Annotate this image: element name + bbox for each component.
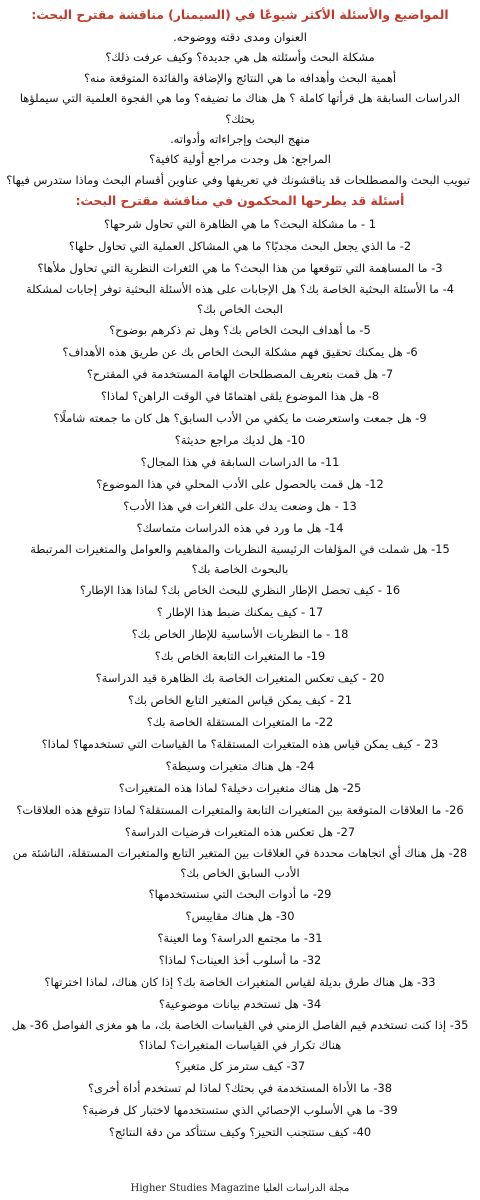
question-item: 12- هل قمت بالحصول على الأدب المحلي في هذا الموضوع؟: [96, 477, 384, 492]
question-item: 4- ما الأسئلة البحثية الخاصة بك؟ هل الإجابات على هذه الأسئلة البحثية توفر إجابات لمشكلة البحث الخاص بك؟: [26, 282, 454, 317]
question-item: 3- ما المساهمة التي تتوقعها من هذا البحث؟ ما هي الثغرات النظرية التي تحاول ملأها؟: [37, 261, 443, 276]
question-item: 10- هل لديك مراجع حديثة؟: [174, 433, 306, 448]
question-item: 23 - كيف يمكن قياس هذه المتغيرات المستقلة؟ ما القياسات التي تستخدمها؟ لماذا؟: [41, 737, 439, 752]
question-item: 1 - ما مشكلة البحث؟ ما هي الظاهرة التي تحاول شرحها؟: [104, 217, 376, 232]
question-item: 21 - كيف يمكن قياس المتغير التابع الخاص بك؟: [128, 693, 352, 708]
topic-previous-studies: الدراسات السابقة هل قرأتها كاملة ؟ هل هناك ما تضيفه؟ وما هي الفجوة العلمية التي سيملؤها بحثك؟: [19, 91, 461, 126]
question-item: 39- ما هي الأسلوب الإحصائي الذي ستستخدمها لاختبار كل فرضية؟: [82, 1103, 398, 1118]
question-item: 27- هل تعكس هذه المتغيرات فرضيات الدراسة؟: [124, 825, 356, 840]
questions-list: [10, 213, 470, 1143]
topic-methodology: منهج البحث وإجراءاته وأدواته.: [170, 132, 310, 147]
question-item: 17 - كيف يمكنك ضبط هذا الإطار ؟: [156, 605, 324, 620]
question-item: 14- هل ما ورد في هذه الدراسات متماسك؟: [136, 521, 344, 536]
common-topics-heading: المواضيع والأسئلة الأكثر شيوعًا في (السيمنار) مناقشة مقترح البحث:: [31, 8, 449, 22]
question-item: 38- ما الأداة المستخدمة في بحثك؟ لماذا لم تستخدم أداة أخرى؟: [88, 1081, 392, 1096]
question-item: 30- هل هناك مقاييس؟: [185, 909, 295, 924]
magazine-footer: مجلة الدراسات العليا Higher Studies Magazine: [130, 1183, 350, 1194]
reviewer-questions-heading: أسئلة قد يطرحها المحكمون في مناقشة مقترح البحث:: [75, 194, 405, 209]
question-item: 20 - كيف تعكس المتغيرات الخاصة بك الظاهرة قيد الدراسة؟: [95, 671, 385, 686]
question-item: 19- ما المتغيرات التابعة الخاص بك؟: [154, 649, 326, 664]
question-item: 25- هل هناك متغيرات دخيلة؟ لماذا هذه المتغيرات؟: [118, 781, 362, 796]
question-item: 2- ما الذي يجعل البحث مجديًا؟ ما هي المشاكل العملية التي تحاول حلها؟: [68, 239, 412, 254]
question-item: 16 - كيف تحصل الإطار النظري للبحث الخاص بك؟ لماذا هذا الإطار؟: [79, 583, 401, 598]
question-item: 9- هل جمعت واستعرضت ما يكفي من الأدب السابق؟ هل كان ما جمعته شاملًا؟: [53, 411, 427, 426]
question-item: 11- ما الدراسات السابقة في هذا المجال؟: [140, 455, 340, 470]
question-item: 40- كيف ستتجنب التحيز؟ وكيف ستتأكد من دقة النتائج؟: [108, 1125, 372, 1140]
question-item: 28- هل هناك أي اتجاهات محددة في العلاقات بين المتغير التابع والمتغيرات المستقلة، الناشئة من الأدب السابق الخاص بك؟: [12, 846, 468, 881]
question-item: 6- هل يمكنك تحقيق فهم مشكلة البحث الخاص بك عن طريق هذه الأهداف؟: [62, 345, 418, 360]
question-item: 24- هل هناك متغيرات وسيطة؟: [165, 759, 315, 774]
topic-references: المراجع: هل وجدت مراجع أولية كافية؟: [149, 152, 331, 167]
question-item: 15- هل شملت في المؤلفات الرئيسية النظريات والمفاهيم والعوامل والمتغيرات المرتبطة بالبحوث الخاصة بك؟: [30, 542, 450, 577]
question-item: 29- ما أدوات البحث التي ستستخدمها؟: [148, 887, 332, 902]
reviewer-questions-section: [10, 190, 470, 1143]
common-topics-section: [6, 4, 470, 190]
question-item: 31- ما مجتمع الدراسة؟ وما العينة؟: [157, 931, 323, 946]
question-item: 18 - ما النظريات الأساسية للإطار الخاص بك؟: [131, 627, 349, 642]
question-item: 5- ما أهداف البحث الخاص بك؟ وهل تم ذكرهم بوضوح؟: [109, 323, 371, 338]
question-item: 13 - هل وضعت يدك على الثغرات في هذا الأدب؟: [123, 499, 357, 514]
topic-title: العنوان ومدى دقته ووضوحه.: [173, 30, 307, 44]
question-item: 32- ما أسلوب أخذ العينات؟ لماذا؟: [158, 953, 322, 968]
topic-importance: أهمية البحث وأهدافه ما هي النتائج والإضافة والفائدة المتوقعة منه؟: [83, 70, 397, 85]
question-item: 8- هل هذا الموضوع يلقى اهتمامًا في الوقت الراهن؟ لماذا؟: [100, 389, 380, 404]
question-item: 7- هل قمت بتعريف المصطلحات الهامة المستخدمة في المقترح؟: [86, 367, 394, 382]
topic-problem: مشكلة البحث وأسئلته هل هي جديدة؟ وكيف عرفت ذلك؟: [105, 50, 375, 65]
question-item: 26- ما العلاقات المتوقعة بين المتغيرات التابعة والمتغيرات المستقلة؟ لماذا تتوقع هذه العلاقات؟: [16, 803, 464, 818]
question-item: 35- إذا كنت تستخدم قيم الفاصل الزمني في القياسات الخاصة بك، ما هو مغزى الفواصل 36- هل هناك تكرار في القياسات المتغيرات؟ لماذا؟: [11, 1018, 469, 1053]
question-item: 33- هل هناك طرق بديلة لقياس المتغيرات الخاصة بك؟ إذا كان هناك، لماذا اخترتها؟: [44, 975, 436, 990]
question-item: 37- كيف سترمز كل متغير؟: [174, 1059, 306, 1074]
topic-structure: تبويب البحث والمصطلحات قد يناقشونك في تعريفها وفي عناوين أقسام البحث وماذا ستدرس فيها؟: [6, 172, 470, 187]
question-item: 34- هل تستخدم بيانات موضوعية؟: [158, 997, 322, 1012]
question-item: 22- ما المتغيرات المستقلة الخاصة بك؟: [146, 715, 334, 730]
